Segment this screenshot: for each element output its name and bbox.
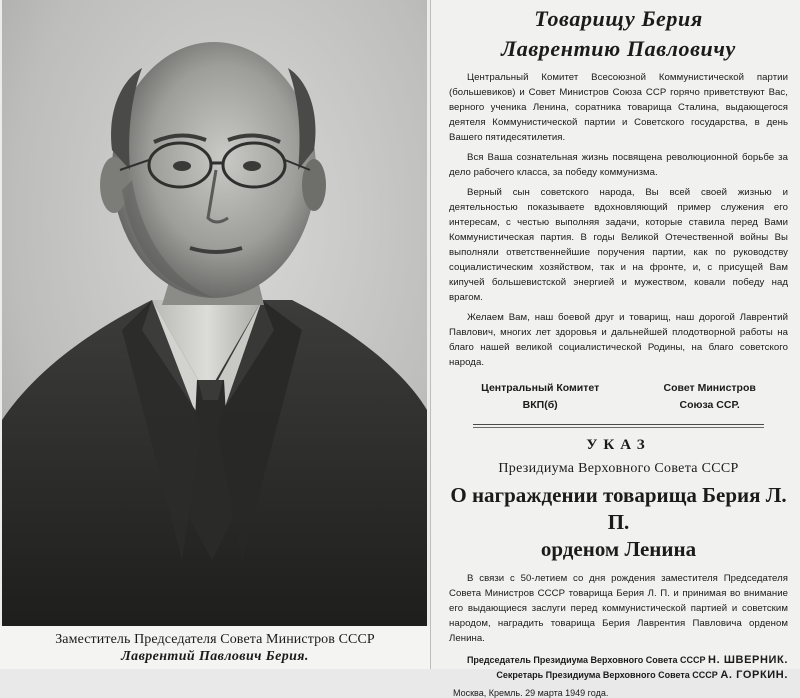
signer-right-line1: Совет Министров — [663, 382, 756, 394]
signer-council-of-ministers — [664, 380, 756, 414]
greeting-title — [449, 4, 788, 64]
greeting-paragraph: Центральный Комитет Всесоюзной Коммунистической партии (большевиков) и Совет Министров Союза ССР горячо приветствуют Вас, верного ученика Ленина, соратника товарища Сталина, выдающегося деятеля Коммунистической партии и Советского государства, в день Вашего пятидесятилетия. — [449, 72, 788, 143]
decree-title-line1: О награждении товарища Берия Л. П. — [450, 483, 787, 534]
decree-title — [449, 482, 788, 563]
greeting-paragraph: Желаем Вам, наш боевой друг и товарищ, наш дорогой Лаврентий Павлович, многих лет здоровья и дальнейшей плодотворной работы на благо нашей великой социалистической Родины, на благо советского народа. — [449, 312, 788, 368]
divider — [473, 424, 765, 425]
decree-heading: УКАЗ — [586, 437, 651, 453]
greeting-title-line1: Товарищу Берия — [534, 6, 703, 31]
decree-body — [449, 571, 788, 646]
portrait-photo — [2, 0, 427, 626]
greeting-body — [449, 70, 788, 370]
secretary-name: А. ГОРКИН. — [720, 669, 788, 681]
signer-central-committee — [481, 380, 599, 414]
divider — [473, 427, 765, 428]
signer-right-line2: Союза ССР. — [679, 399, 740, 411]
caption-position: Заместитель Председателя Совета Министров СССР — [55, 632, 375, 647]
decree-signatures — [449, 653, 788, 683]
decree-paragraph: В связи с 50-летием со дня рождения заместителя Председателя Совета Министров СССР товарища Берия Л. П. и принимая во внимание его выдающиеся заслуги перед коммунистической партией и советским народом, наградить товарища Берия Лаврентия Павловича орденом Ленина. — [449, 573, 788, 644]
chair-name: Н. ШВЕРНИК. — [708, 654, 788, 666]
greeting-title-line2: Лаврентию Павловичу — [501, 36, 736, 61]
secretary-title: Секретарь Президиума Верховного Совета СССР — [496, 670, 718, 680]
signer-left-line1: Центральный Комитет — [481, 382, 600, 394]
decree-issuer: Президиума Верховного Совета СССР — [498, 461, 739, 476]
secretary-signature — [449, 668, 788, 683]
caption-name: Лаврентий Павлович Берия. — [121, 649, 309, 664]
greeting-signatories — [449, 380, 788, 414]
article-column — [430, 0, 800, 698]
chair-title: Председатель Президиума Верховного Совета СССР — [466, 655, 706, 665]
portrait-illustration — [2, 0, 427, 626]
chair-signature — [449, 653, 788, 668]
decree-title-line2: орденом Ленина — [540, 537, 697, 561]
greeting-paragraph: Вся Ваша сознательная жизнь посвящена революционной борьбе за дело рабочего класса, за победу коммунизма. — [449, 152, 788, 178]
signer-left-line2: ВКП(б) — [522, 399, 558, 411]
portrait-caption — [0, 626, 430, 669]
greeting-paragraph: Верный сын советского народа, Вы всей своей жизнью и деятельностью показываете вдохновляющий пример служения его интересам, с честью выполняя задачи, которые ставила перед Вами Коммунистическая партия. В годы Великой Отечественной войны Вы выполняли ответственнейшие поручения партии, как по руководству социалистическим хозяйством, так и на фронте, и, с присущей Вам кипучей большевистской энергией и мужеством, ковали победу над врагом. — [449, 187, 788, 303]
place-date: Москва, Кремль. 29 марта 1949 года. — [453, 688, 609, 698]
